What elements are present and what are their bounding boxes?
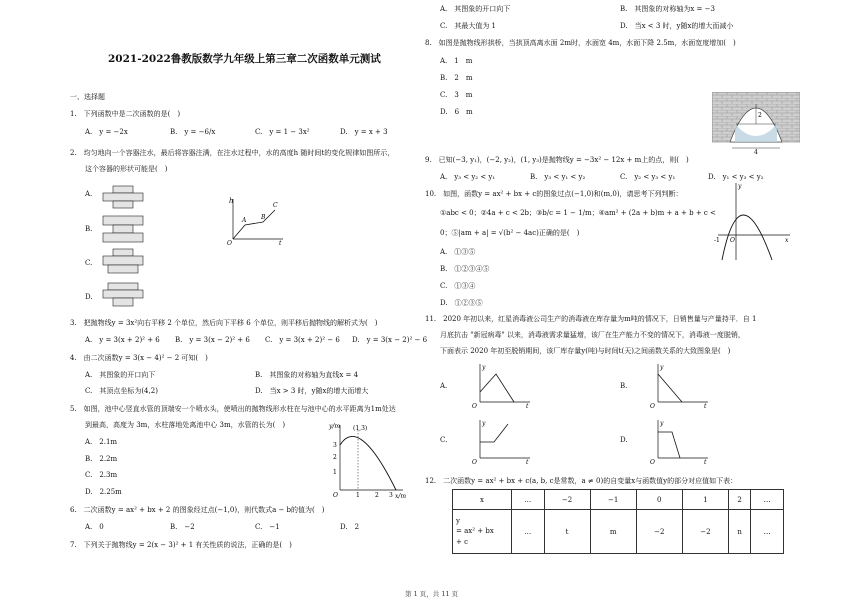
table-cell: −2: [544, 490, 590, 510]
table-cell: −1: [590, 490, 636, 510]
q2-point-b: B: [261, 214, 266, 221]
container-a-bot: [113, 201, 133, 208]
q3-stem: 3. 把抛物线y = 3x²向右平移 2 个单位，然后向下平移 6 个单位，则平移后抛物线的解析式为( ): [70, 319, 378, 327]
container-c-top: [113, 249, 133, 256]
table-cell: 0: [636, 490, 682, 510]
q5-peak-label: (1,3): [353, 425, 368, 432]
q10-stem-line3: 0；⑤|am + a| = √(b² − 4ac)正确的是( ): [440, 229, 580, 237]
q5-xtick-1: 1: [356, 492, 360, 499]
q7-opt-b: B. 其图象的对称轴为x = −3: [620, 5, 715, 13]
row-label-line3: + c: [456, 537, 469, 546]
q1-opt-d: D. y = x + 3: [340, 128, 388, 136]
q10-xtick-neg1: -1: [714, 237, 720, 244]
q3-opt-b: B. y = 3(x − 2)² + 6: [175, 336, 250, 344]
q2-height-time-graph: [225, 195, 285, 245]
q5-origin: O: [333, 492, 338, 499]
q5-ytick-3: 3: [333, 442, 337, 449]
table-cell: m: [590, 510, 636, 554]
q10-parabola-graph: [710, 180, 792, 265]
table-row-label: [453, 510, 512, 554]
q11d-origin: O: [650, 459, 655, 464]
q11a-axis-t: t: [526, 403, 529, 408]
q11-stem-line1: 11. 2020 年初以来，红星消毒液公司生产的消毒液在库存量为m吨的情况下，日销售量与产量持平．自 1: [425, 315, 757, 323]
q9-opt-c: C. y₂ < y₃ < y₁: [620, 173, 676, 181]
q7-opt-d: D. 当x < 3 时，y随x的增大而减小: [620, 22, 734, 30]
container-a-top: [113, 186, 133, 193]
table-cell: 2: [728, 490, 750, 510]
q1-opt-c: C. y = 1 − 3x²: [255, 128, 310, 136]
q2-opt-b: B.: [85, 225, 93, 233]
q11-opt-a: A.: [440, 382, 448, 390]
q11a-axis-y: y: [482, 364, 486, 371]
q11b-origin: O: [650, 403, 655, 408]
q8-arch-bridge-figure: [712, 92, 800, 154]
q9-opt-d: D. y₁ < y₃ < y₂: [708, 173, 764, 181]
q2-opt-a: A.: [85, 190, 93, 198]
q12-stem: 12. 二次函数y = ax² + bx + c(a, b, c是常数，a ≠ 0)的自变量x与函数值y的部分对应值如下表：: [425, 477, 738, 485]
q6-stem: 6. 二次函数y = ax² + bx + 2 的图象经过点(−1,0)，则代数式a − b的值为( ): [70, 506, 325, 514]
q9-stem: 9. 已知(−3, y₁)，(−2, y₂)，(1, y₃)是抛物线y = −3x² − 12x + m上的点，则( ): [425, 156, 689, 164]
q1-stem: 1. 下列函数中是二次函数的是( ): [70, 110, 181, 118]
q10-stem-line2: ①abc < 0；②4a + c < 2b；③b/c = 1 − 1/m；④am² + (2a + b)m + a + b + c <: [440, 209, 716, 217]
q2-axis-t: t: [279, 240, 282, 245]
q9-opt-b: B. y₃ < y₁ < y₂: [530, 173, 586, 181]
q3-opt-d: D. y = 3(x − 2)² − 6: [352, 336, 428, 344]
q3-opt-a: A. y = 3(x + 2)² + 6: [85, 336, 160, 344]
q11c-origin: O: [472, 459, 477, 464]
q3-opt-c: C. y = 3(x + 2)² − 6: [265, 336, 340, 344]
q11b-axis-y: y: [660, 364, 664, 371]
q5-xtick-2: 2: [375, 492, 379, 499]
q10-origin: O: [730, 237, 735, 244]
q11-opt-b: B.: [620, 382, 628, 390]
q10-axis-x: x: [785, 237, 789, 244]
table-cell: t: [544, 510, 590, 554]
q5-opt-c: C. 2.3m: [85, 471, 118, 479]
q11d-axis-y: y: [660, 420, 664, 427]
q11c-axis-y: y: [482, 420, 486, 427]
q2-axis-h: h: [229, 197, 234, 205]
table-cell: …: [512, 510, 545, 554]
q10-opt-c: C. ①③④: [440, 282, 476, 290]
q4-opt-d: D. 当x > 3 时，y随x的增大而增大: [255, 387, 369, 395]
table-cell: …: [512, 490, 545, 510]
q6-opt-a: A. 0: [85, 523, 104, 531]
q10-stem-line1: 10. 如图，函数y = ax² + bx + c的图象过点(−1,0)和(m,0)，请思考下列判断：: [425, 190, 683, 198]
q2-point-c: C: [273, 202, 278, 209]
q4-opt-c: C. 其顶点坐标为(4,2): [85, 387, 158, 395]
q11-stem-line3: 下面表示 2020 年初至脱销期间，该厂库存量y(吨)与时间t(天)之间函数关系的大致图象是( ): [440, 347, 731, 355]
q11-graph-b: [640, 362, 710, 408]
q5-xtick-3: 3: [389, 492, 393, 499]
q10-opt-d: D. ①②③⑤: [440, 299, 483, 307]
q5-ytick-1: 1: [333, 469, 337, 476]
q11-opt-d: D.: [620, 436, 628, 444]
table-cell: 1: [682, 490, 728, 510]
q5-opt-b: B. 2.2m: [85, 455, 118, 463]
q2-stem-line2: 这个容器的形状可能是( ): [85, 165, 168, 173]
container-d-mid: [103, 290, 143, 298]
section-heading: 一、选择题: [70, 93, 105, 101]
q4-opt-b: B. 其图象的对称轴为直线x = 4: [255, 371, 359, 379]
q11c-axis-t: t: [526, 459, 529, 464]
q7-opt-a: A. 其图象的开口向下: [440, 5, 511, 13]
q2-container-options: [95, 180, 155, 310]
page-title: 2021-2022鲁教版数学九年级上第三章二次函数单元测试: [108, 53, 381, 65]
q11-stem-line2: 月底抗击 "新冠病毒" 以来，消毒液需求量猛增，该厂在生产能力不变的情况下，消毒液一度脱销，: [440, 331, 745, 339]
q5-stem-line2: 到最高，高度为 3m，水柱落地处离池中心 3m，水管的长为( ): [85, 421, 286, 429]
row-label-line1: y: [456, 516, 460, 525]
q5-axis-y: y/m: [329, 423, 341, 430]
container-c-mid: [103, 256, 143, 265]
q8-opt-b: B. 2 m: [440, 74, 473, 82]
q2-point-a: A: [242, 217, 247, 224]
q11-graph-c: [462, 418, 532, 464]
q8-stem: 8. 如图是抛物线形拱桥，当拱顶高离水面 2m时，水面宽 4m，水面下降 2.5m，水面宽度增加( ): [425, 39, 736, 47]
table-cell: −2: [636, 510, 682, 554]
q8-opt-d: D. 6 m: [440, 108, 473, 116]
container-a-mid: [103, 193, 143, 201]
q8-opt-c: C. 3 m: [440, 91, 473, 99]
q4-stem: 4. 由二次函数y = 3(x − 4)² − 2 可知( ): [70, 354, 208, 362]
table-cell: …: [751, 510, 784, 554]
table-cell: −2: [682, 510, 728, 554]
q9-opt-a: A. y₃ < y₂ < y₁: [440, 173, 496, 181]
q6-opt-c: C. −1: [255, 523, 280, 531]
q5-fountain-graph: [325, 420, 410, 500]
q11d-axis-t: t: [704, 459, 707, 464]
q8-opt-a: A. 1 m: [440, 57, 473, 65]
page-footer: 第 1 页，共 11 页: [405, 590, 459, 598]
container-d-top: [108, 283, 138, 290]
q11-graph-d: [640, 418, 710, 464]
q10-opt-a: A. ①③⑤: [440, 248, 476, 256]
q10-opt-b: B. ①②③④⑤: [440, 265, 490, 273]
q11-graph-a: [462, 362, 532, 408]
container-b-mid: [113, 225, 133, 233]
q2-origin: O: [227, 240, 232, 245]
q11b-axis-t: t: [704, 403, 707, 408]
q4-opt-a: A. 其图象的开口向下: [85, 371, 156, 379]
table-cell: x: [453, 490, 512, 510]
q5-opt-d: D. 2.25m: [85, 488, 122, 496]
container-b-top: [103, 216, 143, 225]
q6-opt-d: D. 2: [340, 523, 360, 531]
q7-opt-c: C. 其最大值为 1: [440, 22, 497, 30]
q5-axis-x: x/m: [395, 493, 407, 500]
q2-opt-d: D.: [85, 293, 93, 301]
q8-width-label: 4: [754, 149, 758, 154]
table-row-x: [453, 490, 784, 510]
q5-stem-line1: 5. 如图，池中心竖直水管的顶端安一个喷水头，使喷出的抛物线形水柱在与池中心的水平距离为1m处达: [70, 405, 396, 413]
table-cell: n: [728, 510, 750, 554]
table-cell: …: [751, 490, 784, 510]
q6-opt-b: B. −2: [170, 523, 195, 531]
q2-stem-line1: 2. 均匀地向一个容器注水，最后将容器注满，在注水过程中，水的高度h 随时间t的变化规律如图所示，: [70, 149, 395, 157]
q5-opt-a: A. 2.1m: [85, 438, 118, 446]
q11-opt-c: C.: [440, 436, 448, 444]
container-b-bot: [103, 233, 143, 242]
q2-opt-c: C.: [85, 259, 93, 267]
q7-stem: 7. 下列关于抛物线y = 2(x − 3)² + 1 有关性质的说法，正确的是( ): [70, 541, 292, 549]
q12-value-table: [452, 489, 784, 554]
row-label-line2: = ax² + bx: [456, 527, 494, 536]
q1-opt-b: B. y = −6/x: [170, 128, 216, 136]
container-c-bot: [108, 265, 138, 273]
q8-height-label: 2: [758, 112, 762, 119]
q10-axis-y: y: [738, 183, 742, 190]
q1-opt-a: A. y = −2x: [85, 128, 128, 136]
q11a-origin: O: [472, 403, 477, 408]
table-row-y: [453, 510, 784, 554]
q5-ytick-2: 2: [333, 454, 337, 461]
container-d-bot: [113, 298, 133, 306]
